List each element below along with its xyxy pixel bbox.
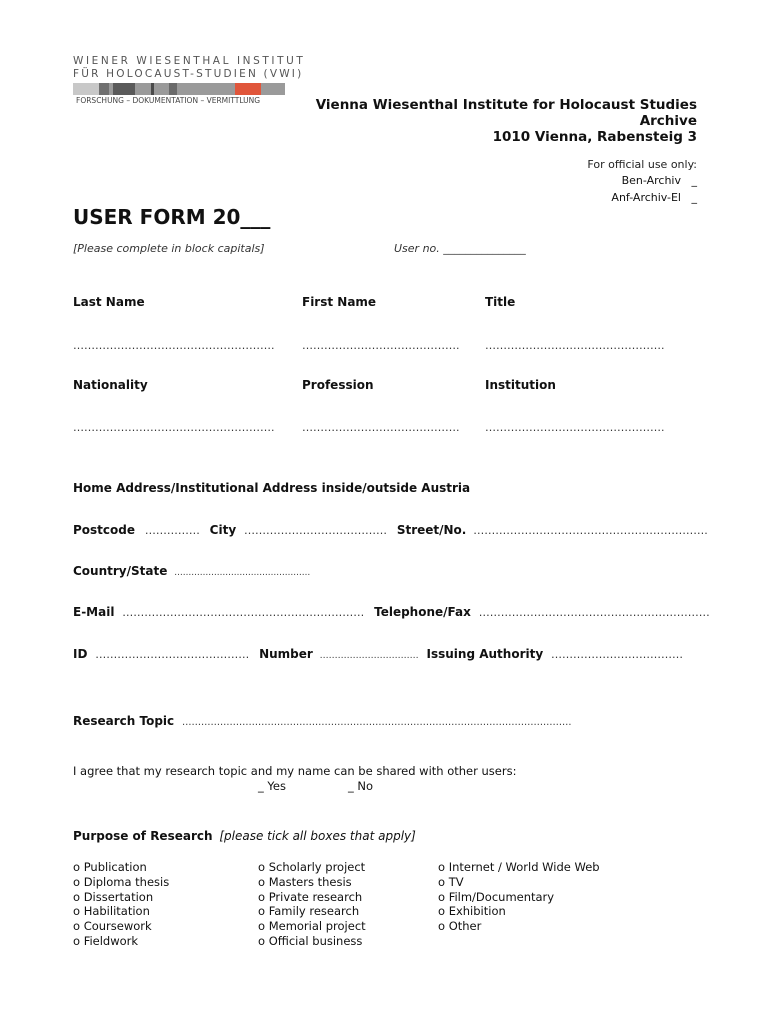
option-coursework[interactable]: o Coursework bbox=[73, 919, 152, 934]
logo-line-2: FÜR HOLOCAUST-STUDIEN (VWI) bbox=[73, 68, 304, 80]
option-masters-thesis[interactable]: o Masters thesis bbox=[258, 874, 352, 889]
official-anf-archiv bbox=[611, 191, 697, 204]
official-ben-archiv bbox=[622, 174, 697, 187]
user-number-field[interactable]: User no. _______________ bbox=[394, 242, 526, 255]
option-diploma-thesis[interactable]: o Diploma thesis bbox=[73, 874, 170, 889]
email-label: E-Mail bbox=[73, 605, 115, 619]
institution-address: 1010 Vienna, Rabensteig 3 bbox=[492, 129, 697, 145]
block-capitals-note: [Please complete in block capitals] bbox=[73, 242, 265, 255]
institution-dept: Archive bbox=[639, 113, 697, 129]
postcode-city-street-row bbox=[73, 523, 708, 537]
logo-color-bar bbox=[73, 83, 285, 95]
option-scholarly-project[interactable]: o Scholarly project bbox=[258, 860, 366, 874]
option-exhibition[interactable]: o Exhibition bbox=[438, 904, 506, 919]
purpose-column-2 bbox=[258, 860, 366, 949]
issuing-authority-field[interactable]: ……………………………… bbox=[551, 648, 683, 661]
institution-name: Vienna Wiesenthal Institute for Holocaust Studies bbox=[315, 97, 697, 113]
email-phone-row bbox=[73, 605, 710, 619]
form-title: USER FORM 20___ bbox=[73, 205, 271, 229]
ben-archiv-blank: _ bbox=[691, 174, 697, 187]
id-label: ID bbox=[73, 647, 88, 661]
id-row bbox=[73, 647, 683, 661]
consent-text: I agree that my research topic and my name can be shared with other users: bbox=[73, 764, 517, 778]
purpose-column-3 bbox=[438, 860, 600, 934]
country-field[interactable]: ………………………………………… bbox=[174, 568, 311, 578]
institution-label: Institution bbox=[485, 378, 556, 392]
postcode-field[interactable]: …………… bbox=[144, 524, 200, 537]
logo-line-1: WIENER WIESENTHAL INSTITUT bbox=[73, 55, 306, 67]
anf-archiv-blank: _ bbox=[691, 191, 697, 204]
option-family-research[interactable]: o Family research bbox=[258, 904, 360, 919]
profession-field[interactable]: ……………………………………. bbox=[302, 421, 460, 434]
purpose-heading-row bbox=[73, 829, 416, 843]
country-label: Country/State bbox=[73, 564, 168, 578]
institution-field[interactable]: …………………………………………. bbox=[485, 421, 665, 434]
nationality-label: Nationality bbox=[73, 378, 148, 392]
purpose-column-1 bbox=[73, 860, 169, 949]
home-address-label: Home Address/Institutional Address inside/outside Austria bbox=[73, 481, 471, 495]
consent-no-option[interactable]: _ No bbox=[348, 779, 374, 793]
last-name-field[interactable]: ………………………………………………. bbox=[73, 339, 275, 352]
option-fieldwork[interactable]: o Fieldwork bbox=[73, 933, 139, 948]
purpose-note: [please tick all boxes that apply] bbox=[219, 829, 416, 843]
option-private-research[interactable]: o Private research bbox=[258, 889, 363, 904]
profession-label: Profession bbox=[302, 378, 374, 392]
logo-tagline: FORSCHUNG – DOKUMENTATION – VERMITTLUNG bbox=[76, 96, 261, 105]
first-name-field[interactable]: ……………………………………. bbox=[302, 339, 460, 352]
option-film-documentary[interactable]: o Film/Documentary bbox=[438, 889, 555, 904]
first-name-label: First Name bbox=[302, 295, 377, 309]
email-field[interactable]: ………………………………………………………… bbox=[122, 606, 365, 619]
telephone-field[interactable]: ……………………………………………………… bbox=[478, 606, 710, 619]
research-topic-field[interactable]: …………………………………………………………………………………………………………… bbox=[182, 717, 572, 728]
last-name-label: Last Name bbox=[73, 295, 145, 309]
postcode-label: Postcode bbox=[73, 523, 136, 537]
logo-accent-block bbox=[235, 83, 261, 95]
title-label: Title bbox=[485, 295, 516, 309]
id-field[interactable]: …………………………………… bbox=[95, 648, 250, 661]
option-dissertation[interactable]: o Dissertation bbox=[73, 889, 154, 904]
ben-archiv-label: Ben-Archiv bbox=[621, 174, 681, 187]
number-label: Number bbox=[259, 647, 313, 661]
number-field[interactable]: …………………………… bbox=[319, 651, 419, 661]
city-label: City bbox=[209, 523, 237, 537]
street-field[interactable]: ………………………………………………………. bbox=[473, 524, 708, 537]
purpose-heading: Purpose of Research bbox=[73, 829, 213, 843]
street-label: Street/No. bbox=[396, 523, 467, 537]
option-other[interactable]: o Other bbox=[438, 919, 482, 934]
country-row bbox=[73, 564, 310, 578]
nationality-field[interactable]: ………………………………………………. bbox=[73, 421, 275, 434]
option-habilitation[interactable]: o Habilitation bbox=[73, 904, 150, 919]
option-memorial-project[interactable]: o Memorial project bbox=[258, 919, 366, 934]
research-topic-label: Research Topic bbox=[73, 714, 175, 728]
option-internet[interactable]: o Internet / World Wide Web bbox=[438, 860, 600, 874]
title-field[interactable]: …………………………………………. bbox=[485, 339, 665, 352]
option-tv[interactable]: o TV bbox=[438, 874, 464, 889]
option-publication[interactable]: o Publication bbox=[73, 860, 147, 874]
official-use-heading: For official use only: bbox=[587, 158, 697, 171]
anf-archiv-label: Anf-Archiv-El bbox=[611, 191, 681, 204]
research-topic-row bbox=[73, 714, 572, 728]
telephone-label: Telephone/Fax bbox=[374, 605, 471, 619]
option-official-business[interactable]: o Official business bbox=[258, 933, 363, 948]
consent-yes-option[interactable]: _ Yes bbox=[258, 779, 286, 793]
issuing-authority-label: Issuing Authority bbox=[426, 647, 544, 661]
city-field[interactable]: ………………………………… bbox=[243, 524, 387, 537]
